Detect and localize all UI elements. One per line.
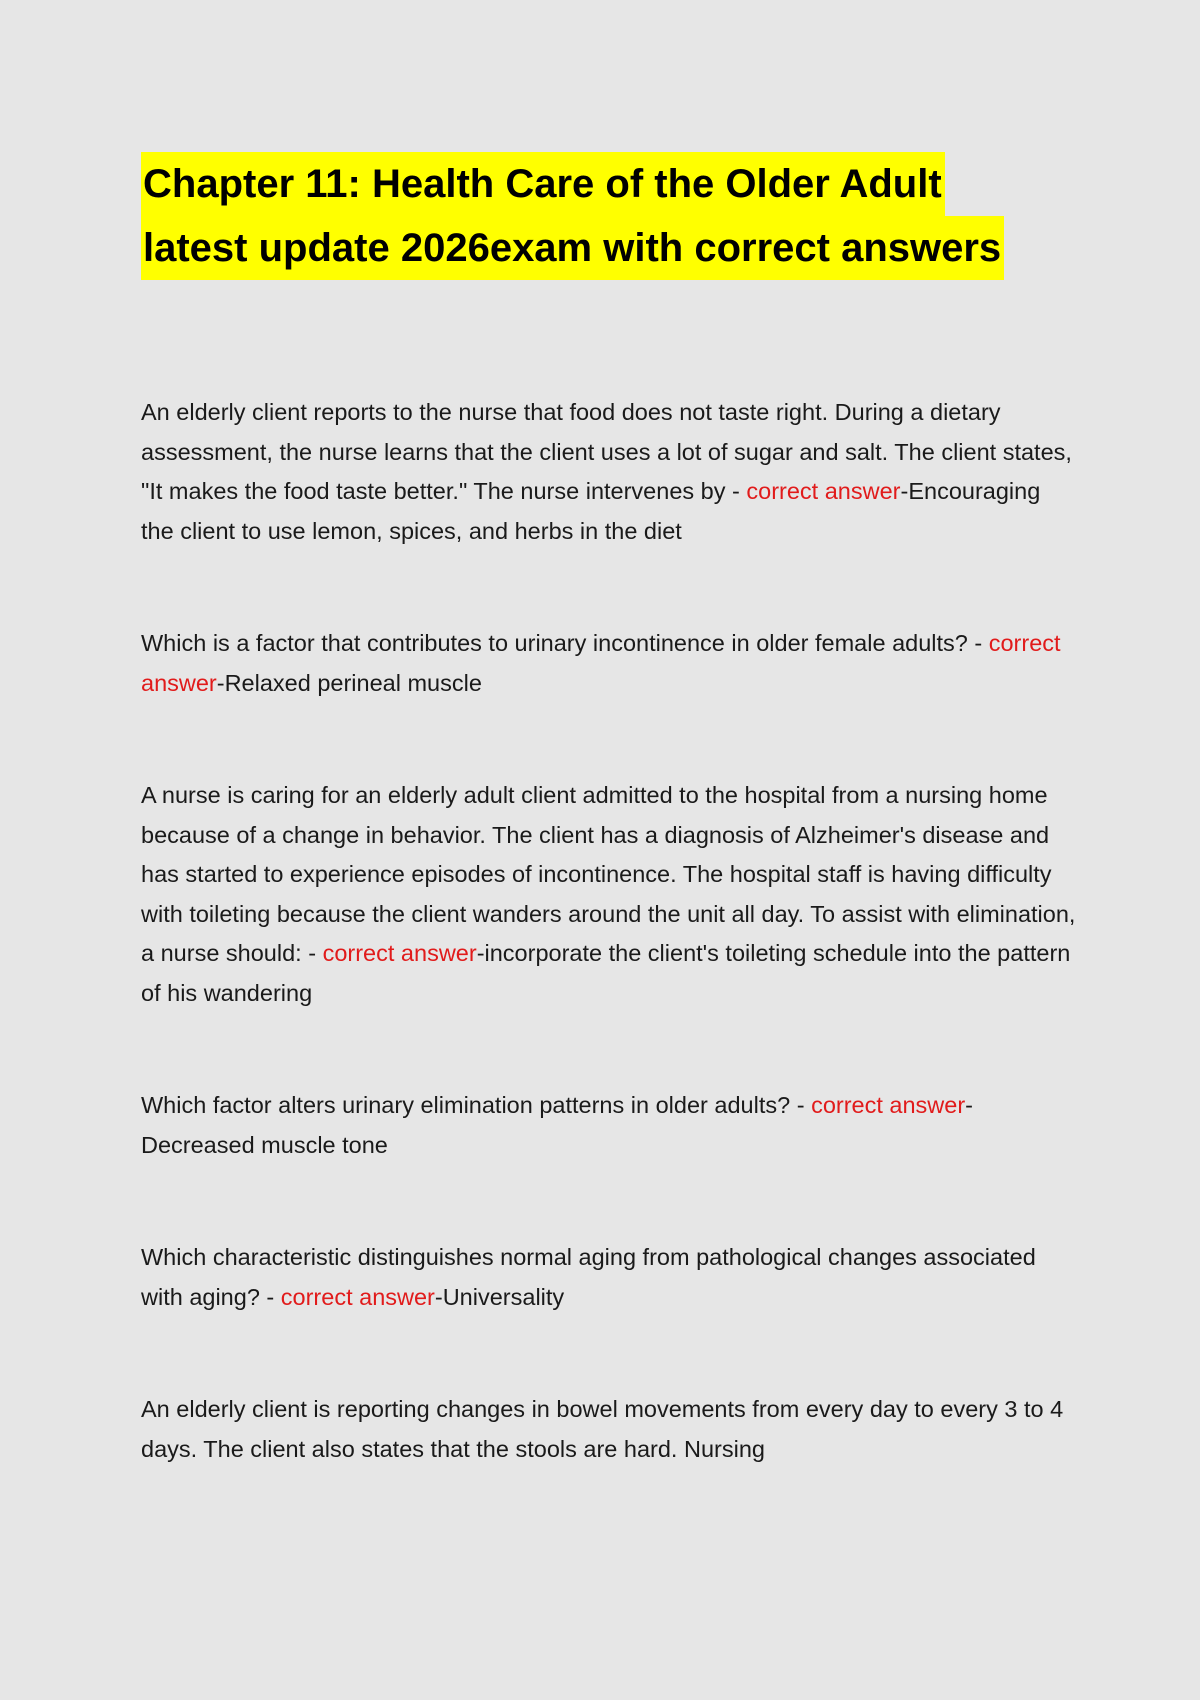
answer-text: -incorporate the client's toileting schedule into the pattern of his wandering: [141, 940, 1071, 1006]
correct-answer-label: correct answer: [746, 478, 901, 504]
qa-item-3: [141, 776, 1076, 1013]
title-line-2: latest update 2026exam with correct answers: [141, 216, 1004, 280]
question-text: An elderly client reports to the nurse that food does not taste right. During a dietary assessment, the nurse learns that the client uses a lot of sugar and salt. The client states, "It makes the food taste better." The nurse intervenes by -: [141, 399, 1072, 504]
correct-answer-label: correct answer: [280, 1283, 435, 1310]
answer-text: -Universality: [434, 1283, 565, 1310]
question-text: Which characteristic distinguishes normal aging from pathological changes associated with aging? -: [141, 1244, 1036, 1310]
question-text: Which is a factor that contributes to urinary incontinence in older female adults? -: [141, 630, 989, 656]
question-text: Which factor alters urinary elimination patterns in older adults? -: [141, 1092, 812, 1118]
correct-answer-label: correct answer: [141, 630, 1061, 696]
document-title: [141, 152, 1081, 280]
answer-text: -Decreased muscle tone: [141, 1092, 973, 1158]
question-text: A nurse is caring for an elderly adult client admitted to the hospital from a nursing home because of a change in behavior. The client has a diagnosis of Alzheimer's disease and has started to experience episodes of incontinence. The hospital staff is having difficulty with toileting because the client wanders around the unit all day. To assist with elimination, a nurse should: -: [141, 782, 1076, 966]
qa-item-2: [141, 624, 1076, 703]
title-line-1: Chapter 11: Health Care of the Older Adult: [141, 152, 945, 216]
correct-answer-label: correct answer: [811, 1092, 966, 1118]
answer-text: -Encouraging the client to use lemon, spices, and herbs in the diet: [141, 478, 1041, 544]
qa-item-4: [141, 1086, 1076, 1165]
qa-item-6: [141, 1390, 1076, 1469]
qa-item-1: [141, 393, 1076, 551]
qa-item-5: [141, 1238, 1076, 1317]
correct-answer-label: correct answer: [322, 940, 477, 966]
qa-list: [141, 393, 1076, 1469]
answer-text: -Relaxed perineal muscle: [216, 669, 482, 696]
question-text: An elderly client is reporting changes in bowel movements from every day to every 3 to 4 days. The client also states that the stools are hard. Nursing: [141, 1396, 1064, 1462]
